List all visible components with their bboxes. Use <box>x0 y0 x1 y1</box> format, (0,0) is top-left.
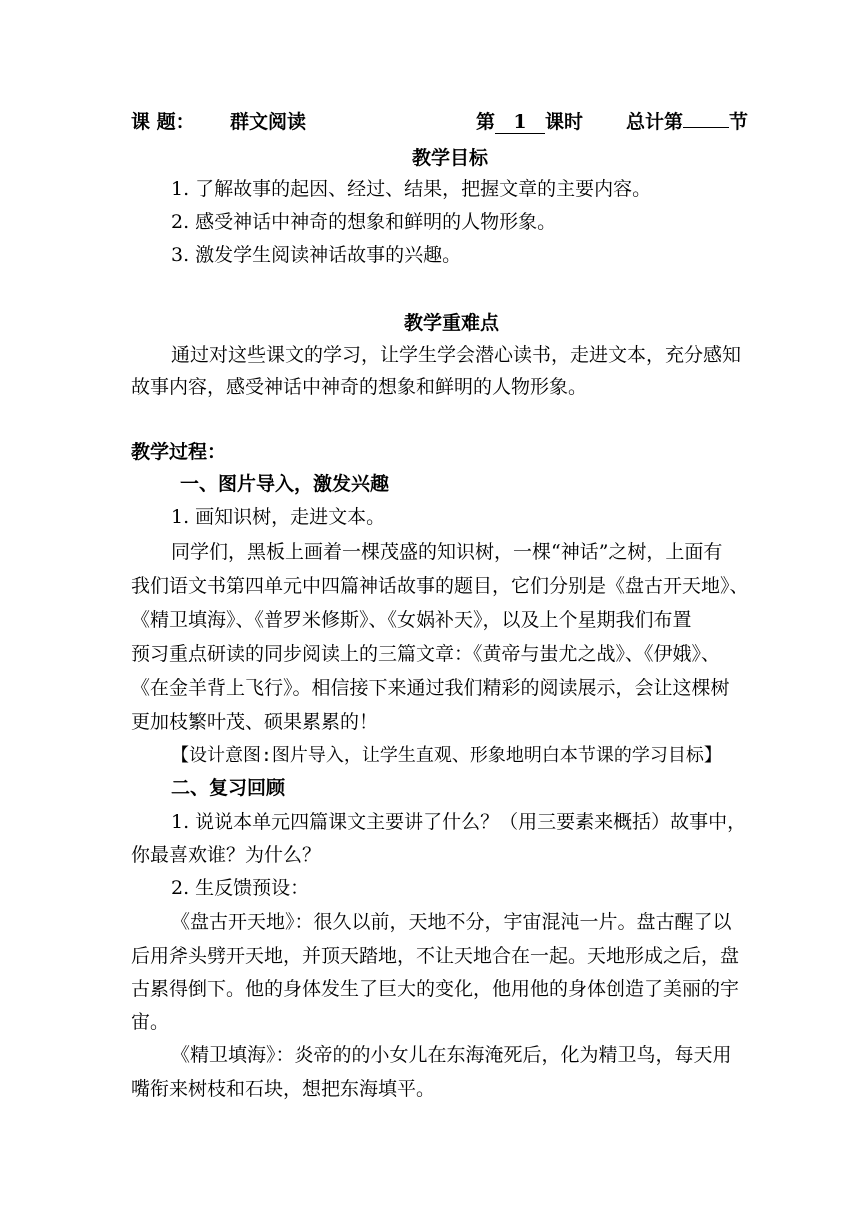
total-count <box>626 110 748 134</box>
objective-item: 3. 激发学生阅读神话故事的兴趣。 <box>171 244 462 266</box>
section1-item: 1. 画知识树，走进文本。 <box>171 506 386 528</box>
section1-paragraph-line: 更加枝繁叶茂、硕果累累的！ <box>131 711 379 733</box>
key-points-line: 故事内容，感受神话中神奇的想象和鲜明的人物形象。 <box>131 376 588 398</box>
key-points-title: 教学重难点 <box>404 312 500 334</box>
subject-label: 课 题： <box>131 111 195 133</box>
key-points-line: 通过对这些课文的学习，让学生学会潜心读书，走进文本，充分感知 <box>171 344 742 366</box>
pangu-line: 古累得倒下。他的身体发生了巨大的变化，他用他的身体创造了美丽的宇 <box>131 978 740 1000</box>
lesson-prefix: 第 <box>476 111 496 133</box>
section1-paragraph-line: 预习重点研读的同步阅读上的三篇文章：《黄帝与蚩尤之战》、《伊娥》、 <box>131 643 721 665</box>
section1-paragraph-line: 同学们，黑板上画着一棵茂盛的知识树，一棵“神话”之树，上面有 <box>171 541 723 563</box>
objectives-title: 教学目标 <box>412 147 489 169</box>
section2-heading: 二、复习回顾 <box>171 777 286 799</box>
total-blank <box>683 127 729 128</box>
jingwei-line: 嘴衔来树枝和石块，想把东海填平。 <box>131 1078 436 1100</box>
section1-heading: 一、图片导入，激发兴趣 <box>180 473 390 495</box>
pangu-line: 宙。 <box>131 1011 170 1033</box>
pangu-line: 《盘古开天地》：很久以前，天地不分，宇宙混沌一片。盘古醒了以 <box>171 911 732 933</box>
lesson-count <box>476 110 583 134</box>
section1-paragraph-line: 我们语文书第四单元中四篇神话故事的题目，它们分别是《盘古开天地》、 <box>131 575 749 597</box>
subject-value: 群文阅读 <box>230 111 307 133</box>
objective-item: 2. 感受神话中神奇的想象和鲜明的人物形象。 <box>171 211 557 233</box>
lesson-suffix: 课时 <box>545 111 584 133</box>
section1-paragraph-line: 《精卫填海》、《普罗米修斯》、《女娲补天》，以及上个星期我们布置 <box>131 609 692 631</box>
section1-paragraph-line: 《在金羊背上飞行》。相信接下来通过我们精彩的阅读展示，会让这棵树 <box>131 677 730 699</box>
lesson-number: 1 <box>495 111 545 134</box>
section2-item-line: 你最喜欢谁？为什么？ <box>131 844 322 866</box>
total-prefix: 总计第 <box>626 111 684 133</box>
design-intent: 【设计意图:图片导入，让学生直观、形象地明白本节课的学习目标】 <box>171 745 722 766</box>
total-suffix: 节 <box>729 111 749 133</box>
section2-item-line: 1. 说说本单元四篇课文主要讲了什么？（用三要素来概括）故事中， <box>171 811 747 833</box>
jingwei-line: 《精卫填海》：炎帝的的小女儿在东海淹死后，化为精卫鸟，每天用 <box>171 1044 732 1066</box>
objective-item: 1. 了解故事的起因、经过、结果，把握文章的主要内容。 <box>171 178 652 200</box>
section2-item: 2. 生反馈预设： <box>171 877 310 899</box>
process-title: 教学过程： <box>131 441 227 463</box>
pangu-line: 后用斧头劈开天地，并顶天踏地，不让天地合在一起。天地形成之后，盘 <box>131 945 740 967</box>
